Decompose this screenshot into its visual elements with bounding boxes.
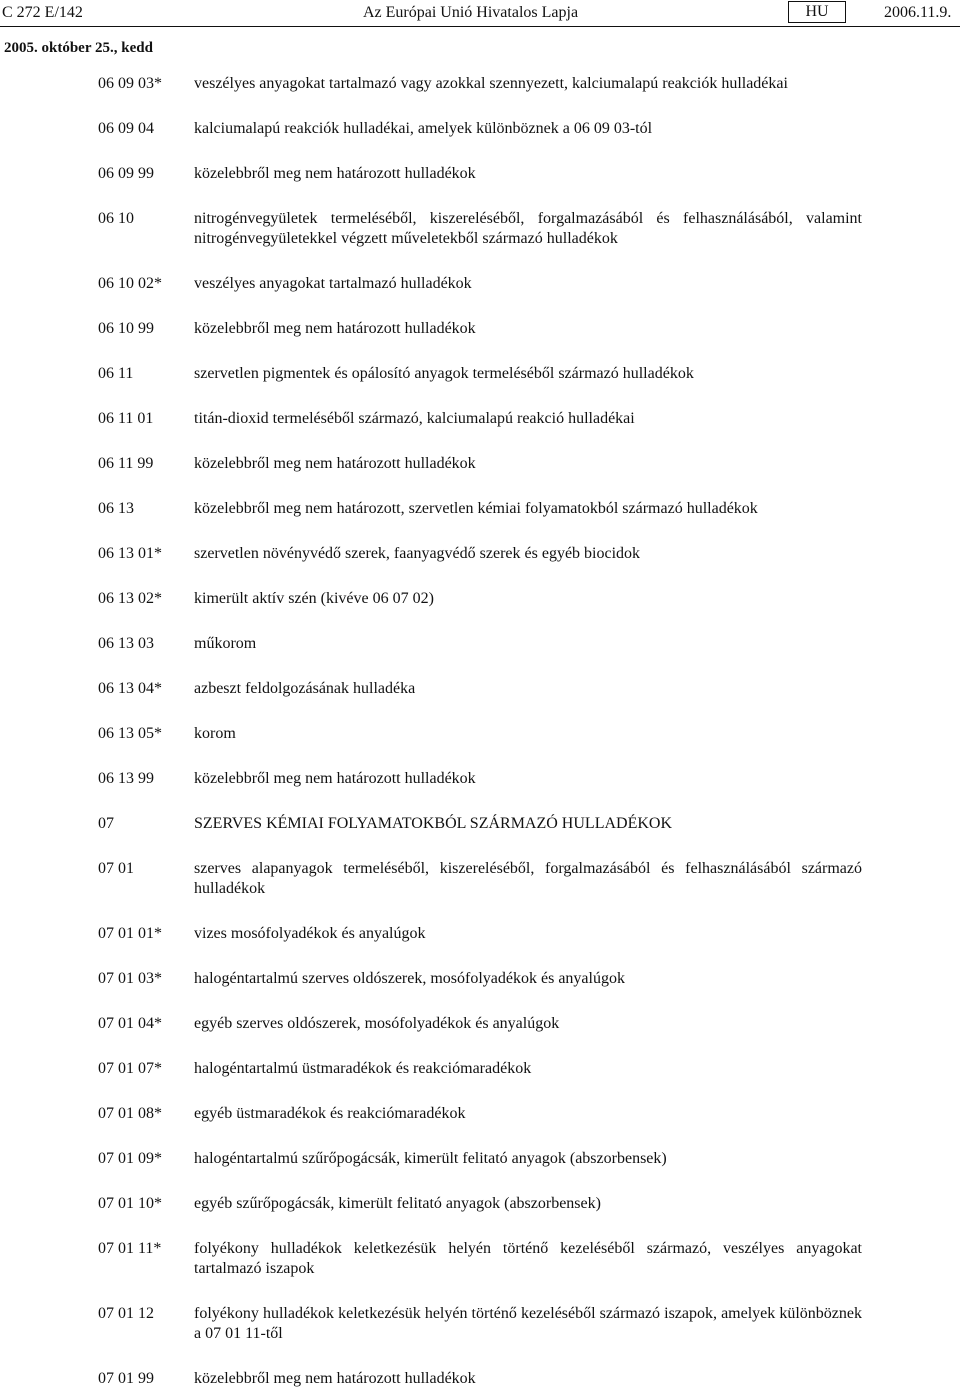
waste-description: szervetlen pigmentek és opálosító anyagok termeléséből származó hulladékok <box>194 365 694 382</box>
waste-code: 07 01 07* <box>98 1060 162 1077</box>
waste-description: szerves alapanyagok termeléséből, kiszereléséből, forgalmazásából és felhasználásából származó hulladékok <box>194 860 862 897</box>
waste-description: halogéntartalmú üstmaradékok és reakciómaradékok <box>194 1060 532 1077</box>
waste-code: 06 13 05* <box>98 725 162 742</box>
waste-code: 07 01 03* <box>98 970 162 987</box>
waste-description: titán-dioxid termeléséből származó, kalciumalapú reakció hulladékai <box>194 410 635 427</box>
waste-code: 06 13 99 <box>98 770 154 787</box>
waste-code: 06 13 <box>98 500 134 517</box>
waste-code: 07 01 09* <box>98 1150 162 1167</box>
waste-code: 07 <box>98 815 114 832</box>
page-reference: C 272 E/142 <box>2 4 83 21</box>
header-divider <box>0 26 960 27</box>
waste-description: szervetlen növényvédő szerek, faanyagvédő szerek és egyéb biocidok <box>194 545 641 562</box>
waste-description: egyéb szerves oldószerek, mosófolyadékok és anyalúgok <box>194 1015 560 1032</box>
language-badge: HU <box>788 1 846 23</box>
waste-code: 06 09 99 <box>98 165 154 182</box>
waste-description: egyéb szűrőpogácsák, kimerült felitató anyagok (abszorbensek) <box>194 1195 601 1212</box>
waste-description: azbeszt feldolgozásának hulladéka <box>194 680 416 697</box>
waste-code: 06 10 99 <box>98 320 154 337</box>
waste-code: 06 09 04 <box>98 120 154 137</box>
session-date: 2005. október 25., kedd <box>4 40 153 56</box>
waste-description: kimerült aktív szén (kivéve 06 07 02) <box>194 590 434 607</box>
waste-code: 06 09 03* <box>98 75 162 92</box>
waste-description: egyéb üstmaradékok és reakciómaradékok <box>194 1105 466 1122</box>
waste-description: folyékony hulladékok keletkezésük helyén történő kezeléséből származó, veszélyes anyagokat tartalmazó iszapok <box>194 1240 862 1277</box>
waste-description: halogéntartalmú szerves oldószerek, mosófolyadékok és anyalúgok <box>194 970 625 987</box>
waste-code: 07 01 04* <box>98 1015 162 1032</box>
waste-code: 07 01 08* <box>98 1105 162 1122</box>
waste-code: 06 10 <box>98 210 134 227</box>
waste-description: közelebbről meg nem határozott hulladékok <box>194 165 476 182</box>
journal-title: Az Európai Unió Hivatalos Lapja <box>363 4 579 21</box>
page-header <box>0 0 960 26</box>
waste-description: korom <box>194 725 236 742</box>
waste-code: 06 13 02* <box>98 590 162 607</box>
waste-description: közelebbről meg nem határozott hulladékok <box>194 320 476 337</box>
waste-description: közelebbről meg nem határozott hulladékok <box>194 455 476 472</box>
waste-description: veszélyes anyagokat tartalmazó vagy azokkal szennyezett, kalciumalapú reakciók hulladékai <box>194 75 788 92</box>
waste-code: 07 01 01* <box>98 925 162 942</box>
waste-code: 06 11 99 <box>98 455 154 472</box>
waste-description: veszélyes anyagokat tartalmazó hulladékok <box>194 275 472 292</box>
waste-code: 06 13 03 <box>98 635 154 652</box>
waste-description: folyékony hulladékok keletkezésük helyén történő kezeléséből származó iszapok, amelyek különböznek a 07 01 11-től <box>194 1305 862 1342</box>
waste-code: 07 01 10* <box>98 1195 162 1212</box>
waste-description: nitrogénvegyületek termeléséből, kiszereléséből, forgalmazásából és felhasználásából, valamint nitrogénvegyületekkel végzett műveletekből származó hulladékok <box>194 210 862 247</box>
waste-code: 06 10 02* <box>98 275 162 292</box>
waste-code: 07 01 12 <box>98 1305 154 1322</box>
waste-description: halogéntartalmú szűrőpogácsák, kimerült felitató anyagok (abszorbensek) <box>194 1150 667 1167</box>
waste-description: műkorom <box>194 635 257 652</box>
waste-code: 07 01 <box>98 860 134 877</box>
waste-code: 06 11 01 <box>98 410 154 427</box>
issue-date: 2006.11.9. <box>884 4 952 21</box>
waste-code: 07 01 99 <box>98 1370 154 1387</box>
waste-code: 06 13 01* <box>98 545 162 562</box>
waste-description: vizes mosófolyadékok és anyalúgok <box>194 925 426 942</box>
waste-description: közelebbről meg nem határozott hulladékok <box>194 770 476 787</box>
waste-description: SZERVES KÉMIAI FOLYAMATOKBÓL SZÁRMAZÓ HULLADÉKOK <box>194 815 673 832</box>
waste-code: 06 11 <box>98 365 134 382</box>
waste-code: 07 01 11* <box>98 1240 162 1257</box>
waste-code: 06 13 04* <box>98 680 162 697</box>
waste-description: közelebbről meg nem határozott, szervetlen kémiai folyamatokból származó hulladékok <box>194 500 758 517</box>
waste-description: kalciumalapú reakciók hulladékai, amelyek különböznek a 06 09 03-tól <box>194 120 653 137</box>
waste-description: közelebbről meg nem határozott hulladékok <box>194 1370 476 1387</box>
